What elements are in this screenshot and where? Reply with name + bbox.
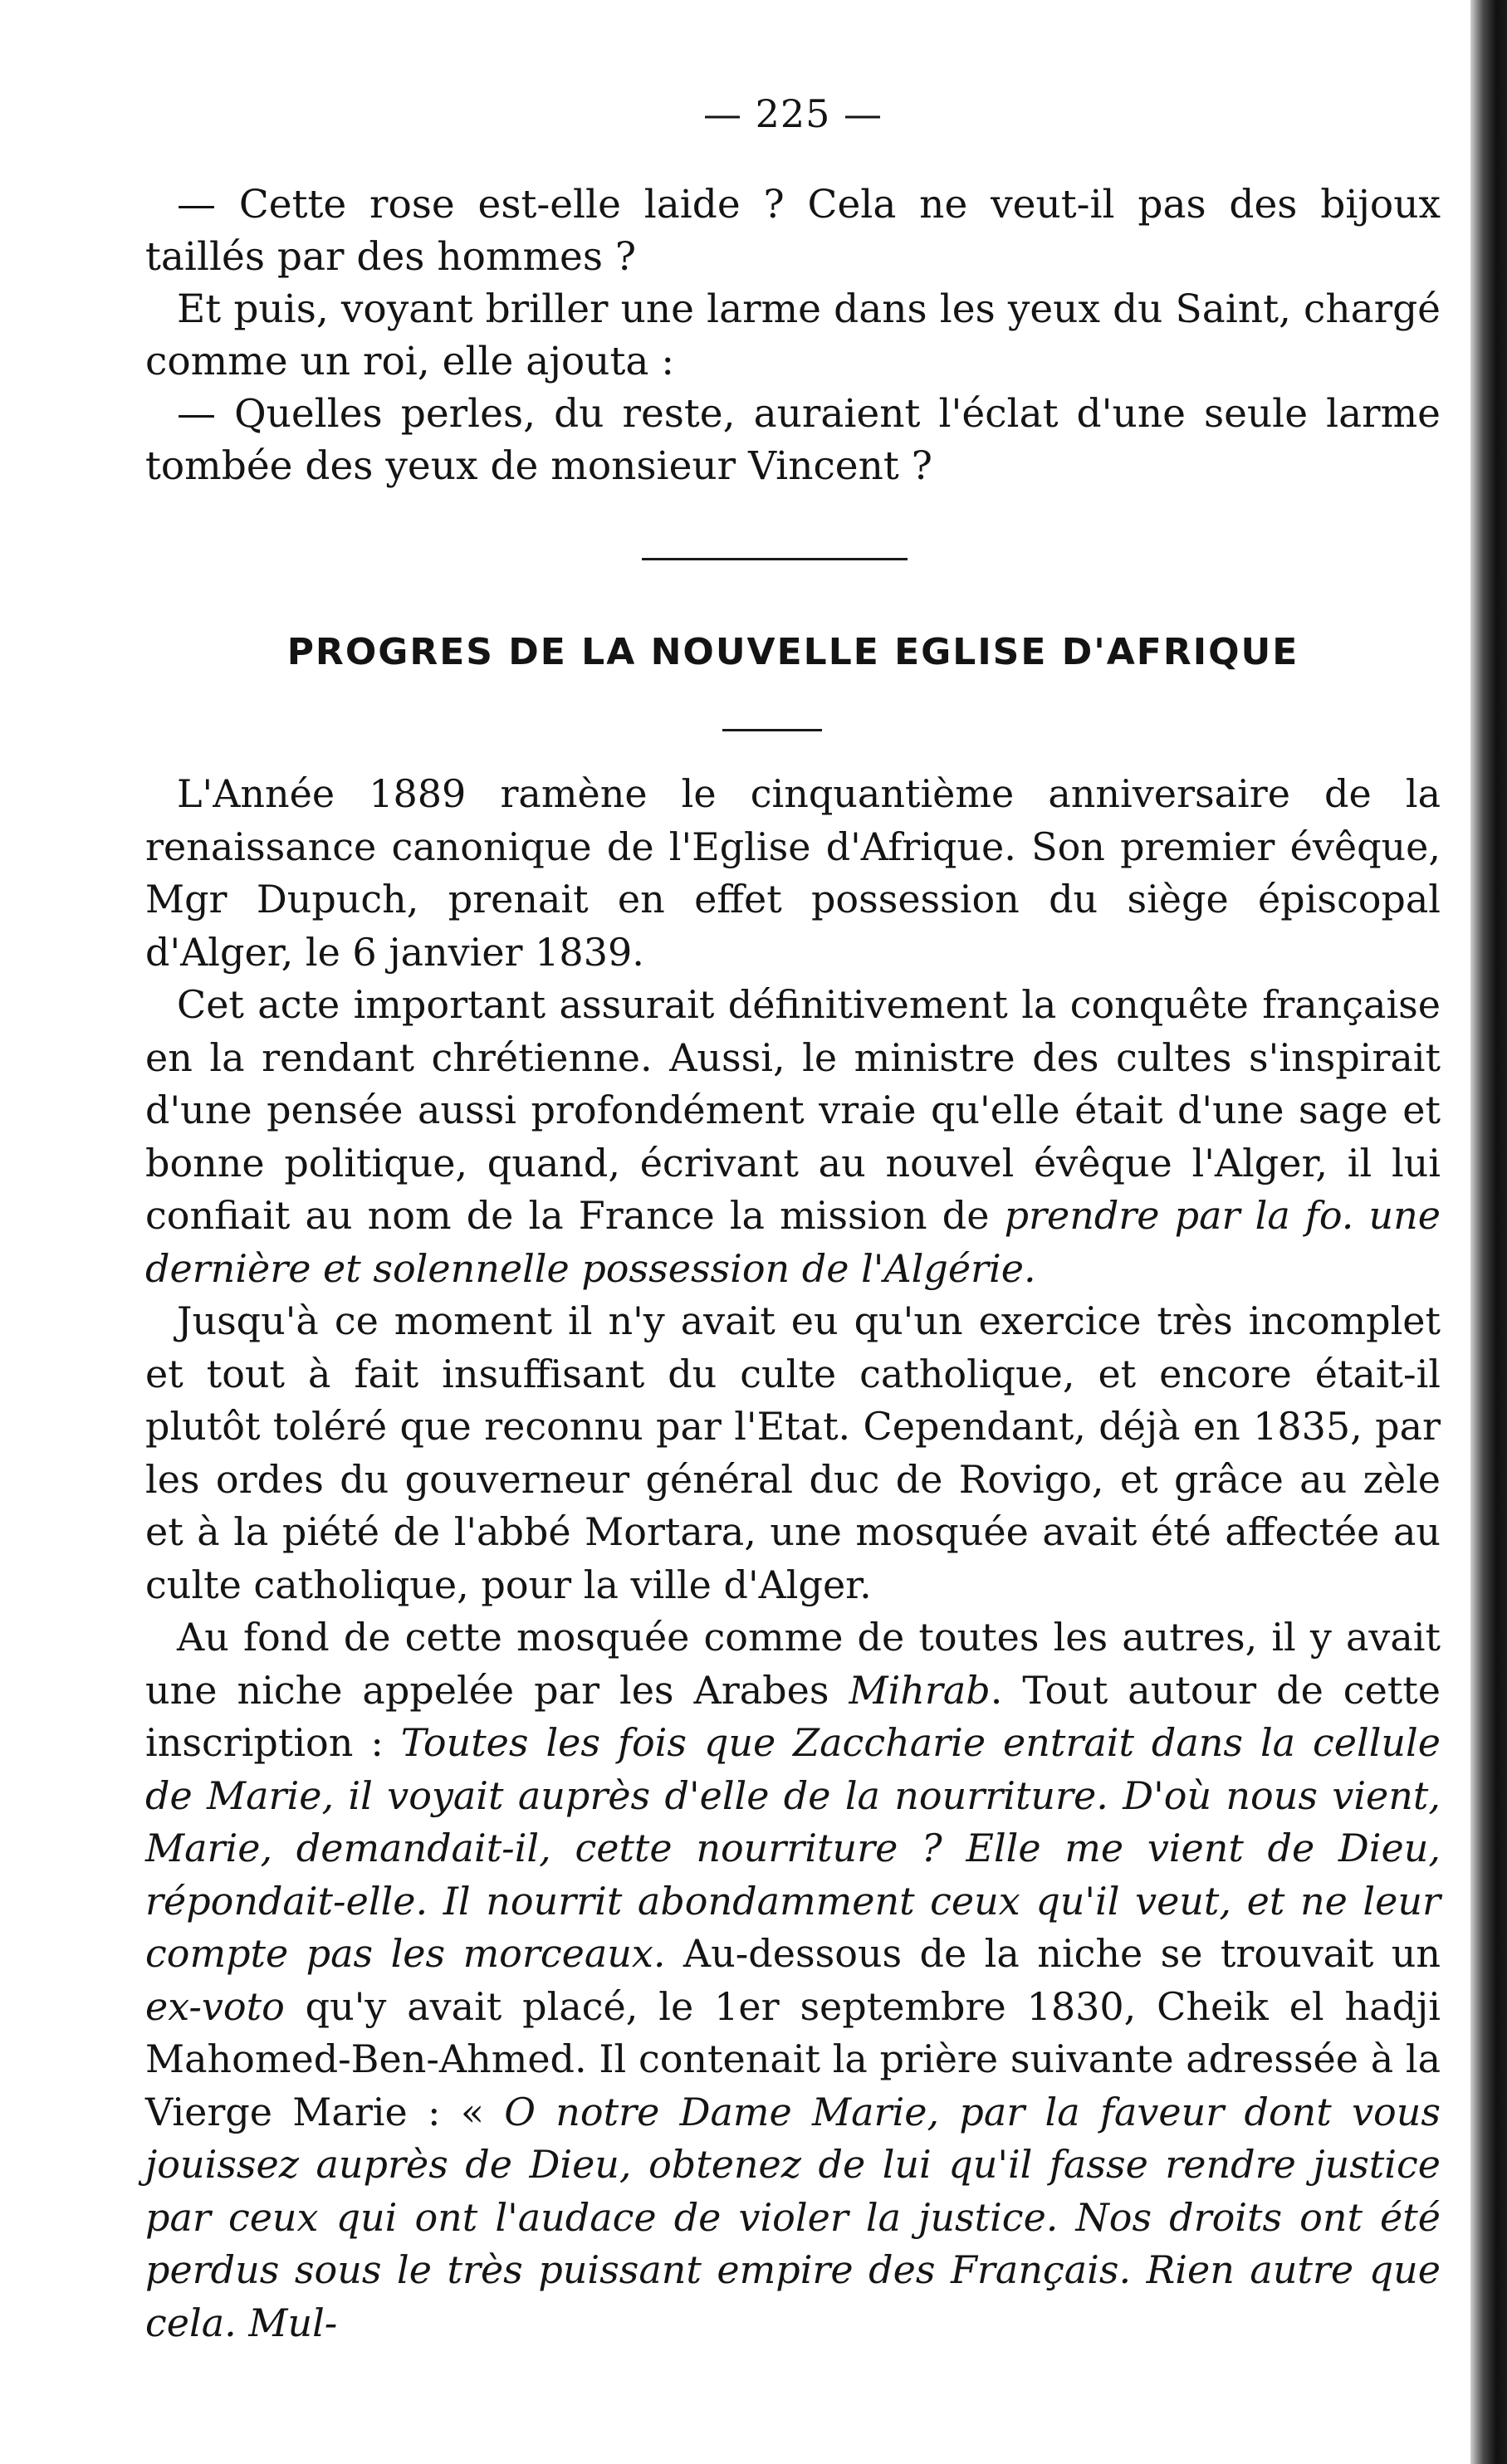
separator-rule [642, 558, 908, 560]
section-title: PROGRES DE LA NOUVELLE EGLISE D'AFRIQUE [286, 631, 1299, 673]
top-text-block [145, 178, 1441, 492]
dialogue-paragraph-1: — Cette rose est-elle laide ? Cela ne veut-il pas des bijoux taillés par des hommes ? [145, 182, 1441, 280]
paragraph-mihrab [145, 1611, 1441, 2349]
mihrab-text-d: qu'y avait placé, le 1er septembre 1830, Cheik el hadji Mahomed-Ben-Ahmed. Il contenait la prière suivante adressée à la Vierge Marie : « [145, 1983, 1441, 2134]
heading-underline-rule [722, 729, 822, 731]
ex-voto-term: ex-voto [145, 1983, 285, 2029]
mihrab-term: Mihrab [849, 1667, 991, 1713]
page-number: — 225 — [702, 91, 883, 136]
inscription-quote: Toutes les fois que Zaccharie entrait dans la cellule de Marie, il voyait auprès d'elle de la nourriture. D'où nous vient, Marie, demandait-il, cette nourriture ? Elle me vient de Dieu, répondait-elle. Il nourrit abondamment ceux qu'il veut, et ne leur compte pas les morceaux. [145, 1720, 1441, 1976]
paragraph-conquest [145, 979, 1441, 1295]
dialogue-paragraph-2: — Quelles perles, du reste, auraient l'éclat d'une seule larme tombée des yeux de monsieur Vincent ? [145, 391, 1441, 489]
narration-paragraph: Et puis, voyant briller une larme dans les yeux du Saint, chargé comme un roi, elle ajouta : [145, 286, 1441, 384]
mihrab-text-b: . Tout autour de cette inscription : [145, 1667, 1441, 1765]
paragraph-anniversary: L'Année 1889 ramène le cinquantième anniversaire de la renaissance canonique de l'Eglise d'Afrique. Son premier évêque, Mgr Dupuch, prenait en effet possession du siège épiscopal d'Alger, le 6 janvier 1839. [145, 771, 1441, 975]
paragraph-mosque: Jusqu'à ce moment il n'y avait eu qu'un exercice très incomplet et tout à fait insuffisant du culte catholique, et encore était-il plutôt toléré que reconnu par l'Etat. Cependant, déjà en 1835, par les ordes du gouverneur général duc de Rovigo, et grâce au zèle et à la piété de l'abbé Mortara, une mosquée avait été affectée au culte catholique, pour la ville d'Alger. [145, 1298, 1441, 1607]
mihrab-text-a: Au fond de cette mosquée comme de toutes les autres, il y avait une niche appelée par les Arabes [145, 1615, 1441, 1713]
paragraph-conquest-text: Cet acte important assurait définitivement la conquête française en la rendant chrétienne. Aussi, le ministre des cultes s'inspirait d'une pensée aussi profondément vraie qu'elle était d'une sage et bonne politique, quand, écrivant au nouvel évêque l'Alger, il lui confiait au nom de la France la mission de [145, 982, 1441, 1238]
mihrab-text-c: Au-dessous de la niche se trouvait un [665, 1931, 1441, 1976]
book-page [145, 0, 1441, 2464]
paragraph-conquest-italic: prendre par la fo. une dernière et solennelle possession de l'Algérie. [145, 1193, 1441, 1291]
main-text-block [145, 768, 1441, 2349]
prayer-quote: O notre Dame Marie, par la faveur dont vous jouissez auprès de Dieu, obtenez de lui qu'il fasse rendre justice par ceux qui ont l'audace de violer la justice. Nos droits ont été perdus sous le très puissant empire des Français. Rien autre que cela. Mul- [145, 2089, 1441, 2345]
scan-binding-edge [1470, 0, 1507, 2464]
